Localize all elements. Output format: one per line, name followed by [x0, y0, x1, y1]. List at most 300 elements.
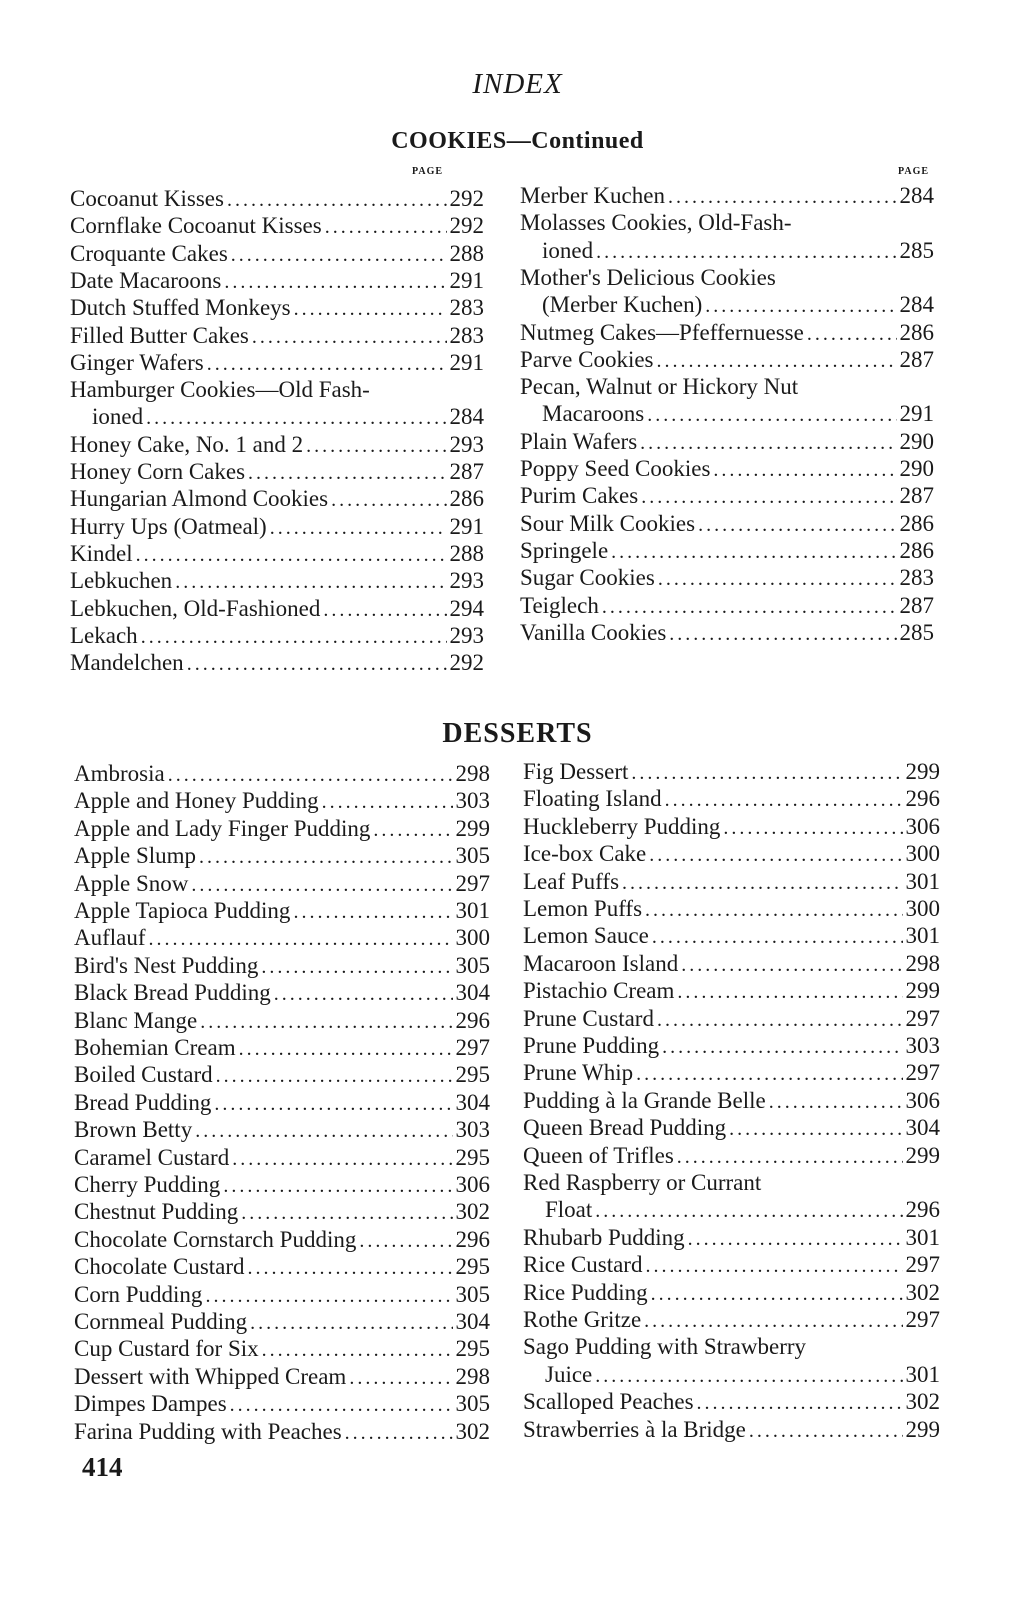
- dot-leader: [651, 1281, 903, 1308]
- index-entry: [523, 1279, 940, 1306]
- index-entry: [523, 1388, 940, 1415]
- index-entry: [520, 264, 934, 291]
- entry-name: Bread Pudding: [74, 1089, 212, 1115]
- entry-page-number: 283: [449, 295, 484, 321]
- index-entry: [74, 1363, 490, 1390]
- entry-name: Teiglech: [520, 592, 599, 618]
- index-entry: [74, 1116, 490, 1143]
- index-entry: [74, 1061, 490, 1088]
- dot-leader: [261, 954, 452, 981]
- dot-leader: [345, 1420, 453, 1447]
- dot-leader: [252, 324, 447, 351]
- entry-page-number: 287: [449, 459, 484, 484]
- index-entry: [523, 1333, 940, 1360]
- entry-page-number: 300: [455, 925, 490, 951]
- entry-name: Black Bread Pudding: [74, 980, 271, 1006]
- entry-name: Caramel Custard: [74, 1144, 230, 1170]
- index-entry: [523, 1142, 940, 1169]
- dot-leader: [669, 621, 896, 648]
- index-entry: [74, 870, 490, 897]
- entry-page-number: 305: [455, 952, 490, 978]
- dot-leader: [647, 402, 896, 429]
- index-entry: [523, 1169, 940, 1196]
- dot-leader: [325, 214, 447, 241]
- dot-leader: [649, 842, 902, 869]
- dot-leader: [274, 981, 453, 1008]
- index-entry: [523, 758, 940, 785]
- entry-name: Cocoanut Kisses: [70, 186, 224, 211]
- index-entry: [70, 185, 484, 212]
- entry-page-number: 288: [449, 540, 484, 566]
- index-entry: [70, 267, 484, 294]
- index-entry: [74, 1198, 490, 1225]
- entry-name: Lekach: [70, 622, 138, 648]
- running-head: INDEX: [472, 68, 563, 100]
- entry-page-number: 296: [455, 1226, 490, 1252]
- entry-page-number: 295: [455, 1144, 490, 1170]
- entry-page-number: 293: [449, 622, 484, 648]
- entry-name: Strawberries à la Bridge: [523, 1416, 746, 1442]
- entry-name: Dutch Stuffed Monkeys: [70, 295, 291, 321]
- entry-name: Filled Butter Cakes: [70, 322, 249, 348]
- entry-page-number: 296: [905, 1197, 940, 1223]
- dot-leader: [644, 1308, 902, 1335]
- index-entry: [74, 760, 490, 787]
- entry-page-number: 299: [905, 978, 940, 1004]
- entry-name: Farina Pudding with Peaches: [74, 1418, 342, 1444]
- entry-name: Leaf Puffs: [523, 868, 620, 894]
- entry-name: Huckleberry Pudding: [523, 813, 721, 839]
- dot-leader: [652, 924, 903, 951]
- entry-page-number: 293: [449, 431, 484, 457]
- entry-name: Lebkuchen: [70, 568, 173, 594]
- entry-name: Ambrosia: [74, 761, 165, 786]
- dot-leader: [149, 926, 453, 953]
- entry-name: Boiled Custard: [74, 1062, 213, 1088]
- dot-leader: [631, 760, 902, 787]
- entry-page-number: 294: [449, 595, 484, 621]
- entry-name: Bohemian Cream: [74, 1035, 236, 1060]
- entry-name: Pudding à la Grande Belle: [523, 1087, 766, 1113]
- dot-leader: [349, 1365, 452, 1392]
- entry-page-number: 303: [905, 1033, 940, 1058]
- dot-leader: [294, 296, 447, 323]
- entry-name: Float: [545, 1197, 593, 1223]
- entry-name: Apple Snow: [74, 870, 189, 896]
- entry-name: Fig Dessert: [523, 759, 629, 784]
- index-entry: [520, 400, 934, 427]
- index-entry: [523, 1251, 940, 1278]
- dot-leader: [230, 1392, 453, 1419]
- index-entry: [520, 428, 934, 455]
- dot-leader: [698, 512, 896, 539]
- entry-name: Red Raspberry or Currant: [523, 1170, 762, 1195]
- index-entry: [523, 813, 940, 840]
- index-entry: [523, 1114, 940, 1141]
- entry-page-number: 284: [899, 183, 934, 208]
- dot-leader: [175, 569, 446, 596]
- entry-page-number: 300: [905, 841, 940, 867]
- entry-name: Parve Cookies: [520, 346, 654, 372]
- entry-name: Rothe Gritze: [523, 1307, 642, 1332]
- entry-name: Sago Pudding with Strawberry: [523, 1334, 807, 1360]
- dot-leader: [807, 321, 897, 348]
- entry-name: Mother's Delicious Cookies: [520, 264, 776, 290]
- index-entry: [523, 1005, 940, 1032]
- entry-page-number: 305: [455, 1281, 490, 1307]
- entry-page-number: 304: [905, 1115, 940, 1141]
- dot-leader: [270, 515, 447, 542]
- entry-page-number: 286: [899, 510, 934, 536]
- dot-leader: [636, 1061, 902, 1088]
- dot-leader: [373, 817, 452, 844]
- index-entry: [520, 482, 934, 509]
- entry-name: Molasses Cookies, Old-Fash-: [520, 210, 792, 236]
- entry-name: Honey Cake, No. 1 and 2: [70, 431, 304, 457]
- dot-leader: [658, 566, 897, 593]
- index-entry: [520, 237, 934, 264]
- index-entry: [74, 815, 490, 842]
- index-entry: [523, 785, 940, 812]
- dot-leader: [231, 242, 447, 269]
- entry-name: Chocolate Custard: [74, 1254, 245, 1280]
- entry-name: Prune Custard: [523, 1005, 654, 1031]
- index-entry: [520, 455, 934, 482]
- dot-leader: [729, 1116, 902, 1143]
- dot-leader: [207, 351, 447, 378]
- entry-page-number: 295: [455, 1062, 490, 1088]
- entry-page-number: 298: [905, 950, 940, 976]
- entry-name: Nutmeg Cakes—Pfeffernuesse: [520, 319, 804, 345]
- dot-leader: [195, 1118, 452, 1145]
- index-entry: [523, 1059, 940, 1086]
- dot-leader: [224, 269, 446, 296]
- dot-leader: [223, 1173, 452, 1200]
- index-entry: [70, 212, 484, 239]
- index-entry: [523, 922, 940, 949]
- index-entry: [74, 1418, 490, 1445]
- index-entry: [74, 924, 490, 951]
- entry-page-number: 301: [905, 1361, 940, 1387]
- dot-leader: [595, 1363, 902, 1390]
- entry-page-number: 304: [455, 980, 490, 1006]
- entry-page-number: 291: [449, 349, 484, 375]
- entry-page-number: 306: [455, 1172, 490, 1197]
- dot-leader: [641, 484, 896, 511]
- dot-leader: [168, 762, 453, 789]
- entry-page-number: 298: [455, 1363, 490, 1389]
- entry-page-number: 297: [905, 1060, 940, 1086]
- dot-leader: [665, 787, 903, 814]
- entry-name: Dimpes Dampes: [74, 1391, 227, 1417]
- dot-leader: [293, 899, 452, 926]
- dot-leader: [359, 1228, 452, 1255]
- entry-page-number: 301: [905, 1224, 940, 1250]
- dot-leader: [191, 872, 452, 899]
- dot-leader: [187, 651, 447, 678]
- entry-name: Purim Cakes: [520, 483, 639, 509]
- entry-name: Queen of Trifles: [523, 1142, 674, 1168]
- dot-leader: [200, 1009, 452, 1036]
- dot-leader: [227, 187, 447, 214]
- entry-name: Hungarian Almond Cookies: [70, 486, 329, 512]
- entry-name: Scalloped Peaches: [523, 1389, 694, 1415]
- index-entry: [523, 1087, 940, 1114]
- entry-name: Sugar Cookies: [520, 565, 655, 591]
- dot-leader: [141, 624, 447, 651]
- entry-page-number: 297: [455, 1035, 490, 1060]
- entry-name: Chestnut Pudding: [74, 1199, 239, 1225]
- entry-page-number: 298: [455, 761, 490, 786]
- entry-name: Merber Kuchen: [520, 183, 665, 208]
- dot-leader: [677, 1144, 903, 1171]
- entry-page-number: 291: [899, 401, 934, 427]
- entry-page-number: 302: [905, 1279, 940, 1305]
- entry-name: Poppy Seed Cookies: [520, 456, 711, 481]
- entry-page-number: 302: [455, 1418, 490, 1444]
- entry-page-number: 299: [905, 1416, 940, 1442]
- entry-name: Apple Slump: [74, 843, 197, 869]
- index-entry: [520, 537, 934, 564]
- entry-page-number: 295: [455, 1254, 490, 1280]
- index-entry: [523, 1361, 940, 1388]
- entry-name: Lemon Sauce: [523, 923, 649, 949]
- dot-leader: [595, 1198, 902, 1225]
- entry-name: Juice: [545, 1361, 593, 1387]
- index-entry: [74, 1308, 490, 1335]
- entry-page-number: 292: [449, 186, 484, 211]
- dot-leader: [668, 184, 897, 211]
- dot-leader: [239, 1036, 453, 1063]
- dot-leader: [657, 348, 897, 375]
- index-entry: [70, 294, 484, 321]
- index-entry: [74, 1034, 490, 1061]
- index-entry: [70, 595, 484, 622]
- dot-leader: [248, 1255, 453, 1282]
- entry-name: Mandelchen: [70, 650, 184, 676]
- index-entry: [523, 1306, 940, 1333]
- dot-leader: [306, 433, 446, 460]
- entry-page-number: 306: [905, 1087, 940, 1113]
- entry-page-number: 303: [455, 788, 490, 814]
- entry-name: Rhubarb Pudding: [523, 1224, 685, 1250]
- index-entry: [74, 1390, 490, 1417]
- dot-leader: [136, 542, 447, 569]
- index-entry: [70, 458, 484, 485]
- entry-page-number: 290: [899, 456, 934, 481]
- entry-page-number: 296: [455, 1007, 490, 1033]
- dot-leader: [250, 1310, 452, 1337]
- entry-name: Apple and Honey Pudding: [74, 788, 319, 814]
- entry-name: Honey Corn Cakes: [70, 459, 246, 484]
- index-entry: [520, 592, 934, 619]
- index-entry: [520, 346, 934, 373]
- index-entry: [74, 1253, 490, 1280]
- dot-leader: [662, 1034, 902, 1061]
- entry-name: Blanc Mange: [74, 1007, 198, 1033]
- index-entry: [74, 1226, 490, 1253]
- dot-leader: [596, 239, 896, 266]
- entry-page-number: 295: [455, 1336, 490, 1362]
- entry-page-number: 302: [455, 1199, 490, 1225]
- entry-page-number: 297: [905, 1005, 940, 1031]
- dot-leader: [602, 594, 897, 621]
- index-entry: [70, 485, 484, 512]
- dot-leader: [331, 487, 446, 514]
- dot-leader: [645, 1253, 902, 1280]
- dot-leader: [262, 1337, 453, 1364]
- index-entry: [523, 1416, 940, 1443]
- index-entry: [520, 319, 934, 346]
- entry-page-number: 291: [449, 513, 484, 539]
- index-entry: [520, 510, 934, 537]
- index-entry: [74, 1335, 490, 1362]
- dot-leader: [705, 293, 896, 320]
- entry-page-number: 296: [905, 786, 940, 812]
- dot-leader: [146, 405, 446, 432]
- entry-page-number: 303: [455, 1117, 490, 1143]
- entry-page-number: 301: [905, 868, 940, 894]
- dot-leader: [681, 952, 902, 979]
- dot-leader: [657, 1007, 903, 1034]
- dot-leader: [677, 979, 902, 1006]
- entry-name: Sour Milk Cookies: [520, 510, 696, 536]
- entry-page-number: 304: [455, 1309, 490, 1334]
- dot-leader: [214, 1091, 452, 1118]
- entry-name: Ginger Wafers: [70, 349, 204, 375]
- entry-page-number: 299: [905, 1142, 940, 1168]
- entry-name: Corn Pudding: [74, 1281, 203, 1307]
- dot-leader: [322, 789, 453, 816]
- index-entry: [74, 1007, 490, 1034]
- dot-leader: [749, 1418, 903, 1445]
- index-entry: [74, 1089, 490, 1116]
- dot-leader: [199, 844, 452, 871]
- entry-name: Macaroon Island: [523, 950, 679, 976]
- entry-page-number: 286: [899, 319, 934, 345]
- index-entry: [520, 373, 934, 400]
- entry-name: (Merber Kuchen): [542, 292, 703, 318]
- index-entry: [520, 291, 934, 318]
- entry-name: Ice-box Cake: [523, 841, 647, 867]
- entry-page-number: 305: [455, 843, 490, 869]
- entry-name: Apple and Lady Finger Pudding: [74, 815, 371, 841]
- entry-name: Croquante Cakes: [70, 240, 228, 266]
- dot-leader: [645, 897, 902, 924]
- index-entry: [74, 842, 490, 869]
- index-entry: [70, 403, 484, 430]
- entry-name: Plain Wafers: [520, 428, 638, 454]
- dot-leader: [769, 1089, 903, 1116]
- entry-page-number: 297: [905, 1307, 940, 1332]
- dot-leader: [232, 1146, 452, 1173]
- index-entry: [523, 950, 940, 977]
- entry-page-number: 297: [455, 870, 490, 896]
- entry-name: Hurry Ups (Oatmeal): [70, 513, 267, 539]
- page-column-label: PAGE: [898, 166, 930, 177]
- entry-name: Hamburger Cookies—Old Fash-: [70, 377, 370, 403]
- entry-name: Pecan, Walnut or Hickory Nut: [520, 374, 799, 400]
- dot-leader: [611, 539, 896, 566]
- entry-page-number: 301: [905, 923, 940, 949]
- entry-page-number: 287: [899, 592, 934, 618]
- entry-name: Queen Bread Pudding: [523, 1115, 727, 1141]
- entry-name: Cornflake Cocoanut Kisses: [70, 213, 322, 239]
- entry-page-number: 292: [449, 650, 484, 676]
- entry-name: Vanilla Cookies: [520, 619, 667, 645]
- entry-page-number: 293: [449, 568, 484, 594]
- entry-name: Prune Pudding: [523, 1033, 660, 1058]
- index-entry: [74, 979, 490, 1006]
- dot-leader: [205, 1283, 452, 1310]
- entry-page-number: 302: [905, 1389, 940, 1415]
- index-entry: [70, 349, 484, 376]
- entry-name: Macaroons: [542, 401, 645, 427]
- entry-name: Chocolate Cornstarch Pudding: [74, 1226, 357, 1252]
- entry-name: Kindel: [70, 540, 133, 566]
- entry-page-number: 286: [899, 537, 934, 563]
- entry-name: Rice Custard: [523, 1252, 643, 1278]
- entry-name: Dessert with Whipped Cream: [74, 1363, 347, 1389]
- dot-leader: [216, 1063, 453, 1090]
- entry-page-number: 283: [449, 322, 484, 348]
- entry-name: Lemon Puffs: [523, 896, 643, 921]
- entry-name: Cornmeal Pudding: [74, 1309, 248, 1334]
- index-entry: [74, 787, 490, 814]
- entry-page-number: 284: [899, 292, 934, 318]
- page-number: 414: [82, 1452, 123, 1482]
- dot-leader: [713, 457, 896, 484]
- index-entry: [74, 1281, 490, 1308]
- entry-page-number: 292: [449, 213, 484, 239]
- dot-leader: [323, 597, 446, 624]
- index-entry: [523, 977, 940, 1004]
- entry-page-number: 286: [449, 486, 484, 512]
- entry-name: Prune Whip: [523, 1060, 634, 1086]
- entry-name: Cherry Pudding: [74, 1172, 221, 1197]
- entry-page-number: 288: [449, 240, 484, 266]
- index-entry: [523, 1032, 940, 1059]
- entry-page-number: 297: [905, 1252, 940, 1278]
- entry-name: Brown Betty: [74, 1117, 193, 1143]
- dot-leader: [688, 1226, 903, 1253]
- index-entry: [523, 840, 940, 867]
- index-entry: [70, 513, 484, 540]
- entry-name: Apple Tapioca Pudding: [74, 898, 291, 923]
- index-entry: [523, 1224, 940, 1251]
- index-entry: [70, 649, 484, 676]
- entry-name: Lebkuchen, Old-Fashioned: [70, 595, 321, 621]
- entry-page-number: 284: [449, 404, 484, 430]
- section-title-cookies: COOKIES—Continued: [391, 128, 644, 154]
- index-entry: [74, 1144, 490, 1171]
- index-entry: [523, 1196, 940, 1223]
- dot-leader: [697, 1390, 903, 1417]
- dot-leader: [622, 870, 902, 897]
- index-entry: [520, 209, 934, 236]
- index-entry: [70, 540, 484, 567]
- entry-name: Pistachio Cream: [523, 978, 675, 1004]
- index-entry: [520, 182, 934, 209]
- entry-page-number: 285: [899, 237, 934, 263]
- index-entry: [74, 1171, 490, 1198]
- dot-leader: [241, 1200, 452, 1227]
- entry-page-number: 306: [905, 813, 940, 839]
- entry-page-number: 301: [455, 898, 490, 923]
- index-entry: [74, 897, 490, 924]
- page-column-label: PAGE: [412, 166, 444, 177]
- index-entry: [520, 619, 934, 646]
